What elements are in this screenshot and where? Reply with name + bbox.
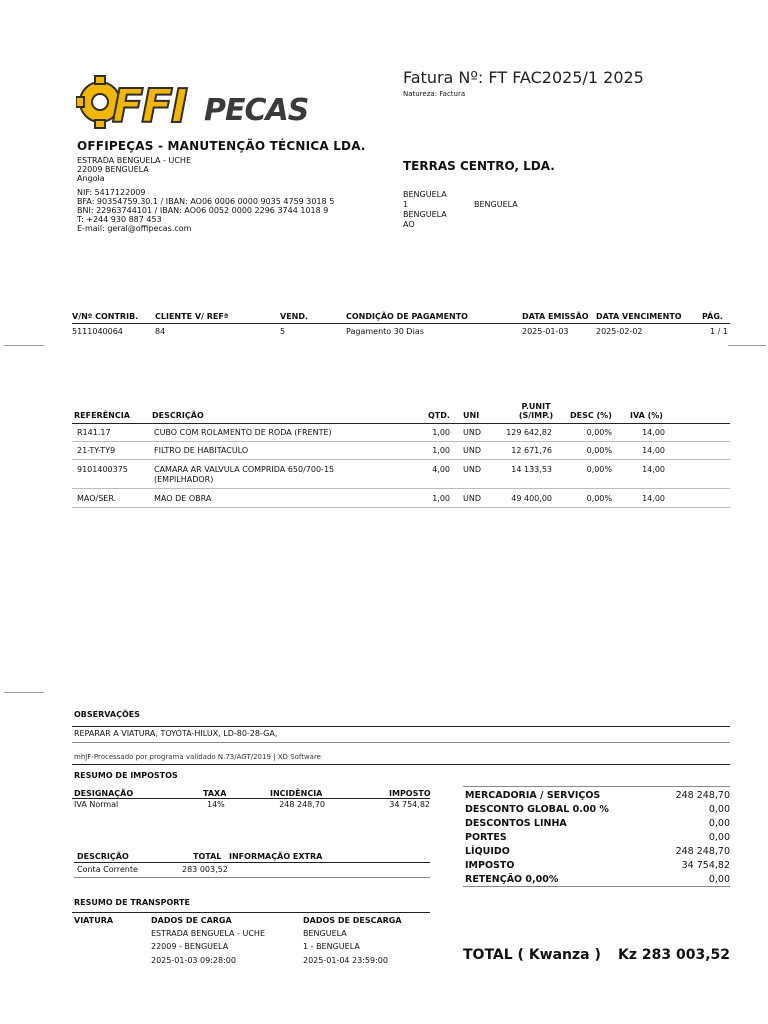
invoice-title: Fatura Nº: FT FAC2025/1 2025 xyxy=(403,68,644,87)
grand-total-value: Kz 283 003,52 xyxy=(618,947,730,963)
meta-client-ref: 84 xyxy=(155,327,166,336)
item-discount: 0,00% xyxy=(586,465,612,474)
items-header-discount: DESC (%) xyxy=(570,411,612,420)
transport-header-vehicle: VIATURA xyxy=(74,916,114,925)
item-row-divider xyxy=(72,441,730,442)
client-line-1: BENGUELA xyxy=(403,190,447,199)
transport-unload-datetime: 2025-01-04 23:59:00 xyxy=(303,956,388,965)
summary-label: PORTES xyxy=(465,832,507,843)
item-discount: 0,00% xyxy=(586,428,612,437)
item-qty: 1,00 xyxy=(432,446,450,455)
item-ref: 9101400375 xyxy=(77,465,128,474)
meta-header-due-date: DATA VENCIMENTO xyxy=(596,312,682,321)
fold-mark-left-lower xyxy=(4,692,44,693)
fold-mark-left xyxy=(4,345,44,346)
summary-label: LÍQUIDO xyxy=(465,846,510,857)
meta-header-contrib: V/Nº CONTRIB. xyxy=(72,312,139,321)
summary-bottom-divider xyxy=(463,886,730,887)
summary-value: 248 248,70 xyxy=(675,790,730,801)
invoice-nature: Natureza: Factura xyxy=(403,90,466,98)
meta-payment: Pagamento 30 Dias xyxy=(346,327,424,336)
items-header-divider xyxy=(72,423,730,424)
client-line-4: AO xyxy=(403,220,415,229)
item-unit-price: 129 642,82 xyxy=(506,428,552,437)
item-unit: UND xyxy=(463,494,481,503)
item-qty: 1,00 xyxy=(432,494,450,503)
item-desc-continued: (EMPILHADOR) xyxy=(154,475,214,484)
payment-desc: Conta Corrente xyxy=(77,865,138,874)
fold-mark-right xyxy=(728,345,766,346)
company-nif: NIF: 5417122009 xyxy=(77,188,146,197)
summary-value: 0,00 xyxy=(708,818,730,829)
summary-value: 34 754,82 xyxy=(681,860,730,871)
taxes-header-designation: DESIGNAÇÃO xyxy=(74,789,134,798)
meta-contrib: 5111040064 xyxy=(72,327,123,336)
transport-load-datetime: 2025-01-03 09:28:00 xyxy=(151,956,236,965)
client-line-2: 1 xyxy=(403,200,409,209)
item-qty: 4,00 xyxy=(432,465,450,474)
observations-bottom-divider xyxy=(72,742,730,743)
company-country: Angola xyxy=(77,174,105,183)
item-ref: MAO/SER. xyxy=(77,494,117,503)
company-bank-bni: BNI: 22963744101 / IBAN: AO06 0052 0000 2296 3744 1018 9 xyxy=(77,206,329,215)
observations-divider xyxy=(72,726,730,727)
payment-divider xyxy=(74,862,430,863)
item-iva: 14,00 xyxy=(642,494,665,503)
item-desc: CAMARA AR VALVULA COMPRIDA 650/700-15 xyxy=(154,465,335,474)
taxes-header-incidence: INCIDÊNCIA xyxy=(270,789,323,798)
svg-text:FFI: FFI xyxy=(112,79,186,133)
items-header-unit: UNI xyxy=(463,411,480,420)
transport-load-address: ESTRADA BENGUELA - UCHE xyxy=(151,929,265,938)
item-unit: UND xyxy=(463,428,481,437)
item-row-divider xyxy=(72,488,730,489)
item-ref: 21-TY-TY9 xyxy=(77,446,116,455)
items-header-qty: QTD. xyxy=(428,411,450,420)
items-header-punit: P.UNIT xyxy=(521,402,551,411)
transport-title: RESUMO DE TRANSPORTE xyxy=(74,898,190,907)
items-header-desc: DESCRIÇÃO xyxy=(152,411,204,420)
company-address-2: 22009 BENGUELA xyxy=(77,165,149,174)
meta-header-page: PÁG. xyxy=(702,312,723,321)
payment-header-total: TOTAL xyxy=(193,852,222,861)
item-row-divider xyxy=(72,459,730,460)
observations-text: REPARAR A VIATURA, TOYOTA-HILUX, LD-80-28-GA, xyxy=(74,729,278,738)
meta-header-seller: VEND. xyxy=(280,312,309,321)
item-unit: UND xyxy=(463,446,481,455)
payment-header-desc: DESCRIÇÃO xyxy=(77,852,129,861)
item-desc: FILTRO DE HABITACULO xyxy=(154,446,249,455)
transport-unload-address: BENGUELA xyxy=(303,929,347,938)
software-certification: mhJF-Processado por programa validado N.73/AGT/2019 | XD Software xyxy=(74,753,321,761)
item-desc: MAO DE OBRA xyxy=(154,494,212,503)
item-row-divider xyxy=(72,507,730,508)
item-iva: 14,00 xyxy=(642,465,665,474)
meta-due-date: 2025-02-02 xyxy=(596,327,643,336)
svg-text:PECAS: PECAS xyxy=(204,93,309,128)
transport-top-divider xyxy=(72,912,430,913)
payment-header-extra: INFORMAÇÃO EXTRA xyxy=(229,852,323,861)
client-line-2b: BENGUELA xyxy=(474,200,518,209)
summary-value: 248 248,70 xyxy=(675,846,730,857)
item-iva: 14,00 xyxy=(642,446,665,455)
items-header-punit-sub: (S/IMP.) xyxy=(518,411,554,420)
taxes-divider xyxy=(72,798,430,799)
summary-label: DESCONTOS LINHA xyxy=(465,818,567,829)
observations-title: OBSERVAÇÕES xyxy=(74,710,141,719)
meta-header-client-ref: CLIENTE V/ REFª xyxy=(155,312,229,321)
summary-label: MERCADORIA / SERVIÇOS xyxy=(465,790,601,801)
item-desc: CUBO COM ROLAMENTO DE RODA (FRENTE) xyxy=(154,428,332,437)
item-discount: 0,00% xyxy=(586,446,612,455)
taxes-title: RESUMO DE IMPOSTOS xyxy=(74,771,178,780)
transport-unload-city: 1 - BENGUELA xyxy=(303,942,360,951)
company-name: OFFIPEÇAS - MANUTENÇÃO TÉCNICA LDA. xyxy=(77,139,366,153)
taxes-header-tax: IMPOSTO xyxy=(389,789,431,798)
software-divider xyxy=(72,764,730,765)
summary-value: 0,00 xyxy=(708,874,730,885)
item-discount: 0,00% xyxy=(586,494,612,503)
transport-load-city: 22009 - BENGUELA xyxy=(151,942,229,951)
summary-value: 0,00 xyxy=(708,804,730,815)
transport-header-load: DADOS DE CARGA xyxy=(151,916,232,925)
company-address-1: ESTRADA BENGUELA - UCHE xyxy=(77,156,191,165)
meta-issue-date: 2025-01-03 xyxy=(522,327,569,336)
transport-header-unload: DADOS DE DESCARGA xyxy=(303,916,402,925)
payment-total: 283 003,52 xyxy=(182,865,228,874)
item-unit-price: 12 671,76 xyxy=(511,446,552,455)
taxes-rate: 14% xyxy=(207,800,225,809)
grand-total-label: TOTAL ( Kwanza ) xyxy=(463,947,601,963)
item-ref: R141.17 xyxy=(77,428,111,437)
taxes-designation: IVA Normal xyxy=(74,800,119,809)
company-bank-bfa: BFA: 90354759.30.1 / IBAN: AO06 0006 0000 9035 4759 3018 5 xyxy=(77,197,335,206)
meta-header-payment: CONDIÇÃO DE PAGAMENTO xyxy=(346,312,468,321)
item-unit: UND xyxy=(463,465,481,474)
item-iva: 14,00 xyxy=(642,428,665,437)
meta-header-issue-date: DATA EMISSÃO xyxy=(522,312,589,321)
taxes-header-rate: TAXA xyxy=(203,789,227,798)
summary-label: DESCONTO GLOBAL 0.00 % xyxy=(465,804,609,815)
items-header-ref: REFERÊNCIA xyxy=(74,411,130,420)
client-name: TERRAS CENTRO, LDA. xyxy=(403,159,555,173)
meta-divider xyxy=(72,323,730,324)
items-header-iva: IVA (%) xyxy=(630,411,663,420)
summary-label: IMPOSTO xyxy=(465,860,515,871)
summary-value: 0,00 xyxy=(708,832,730,843)
summary-top-divider xyxy=(463,786,730,787)
summary-label: RETENÇÃO 0,00% xyxy=(465,874,559,885)
payment-bottom-divider xyxy=(74,877,430,878)
company-email: E-mail: geral@offipecas.com xyxy=(77,224,192,233)
item-unit-price: 49 400,00 xyxy=(511,494,552,503)
company-phone: T: +244 930 887 453 xyxy=(77,215,162,224)
item-unit-price: 14 133,53 xyxy=(511,465,552,474)
client-line-3: BENGUELA xyxy=(403,210,447,219)
meta-seller: 5 xyxy=(280,327,286,336)
taxes-incidence: 248 248,70 xyxy=(279,800,325,809)
meta-page: 1 / 1 xyxy=(710,327,728,336)
item-qty: 1,00 xyxy=(432,428,450,437)
company-logo xyxy=(76,72,326,136)
taxes-amount: 34 754,82 xyxy=(389,800,430,809)
